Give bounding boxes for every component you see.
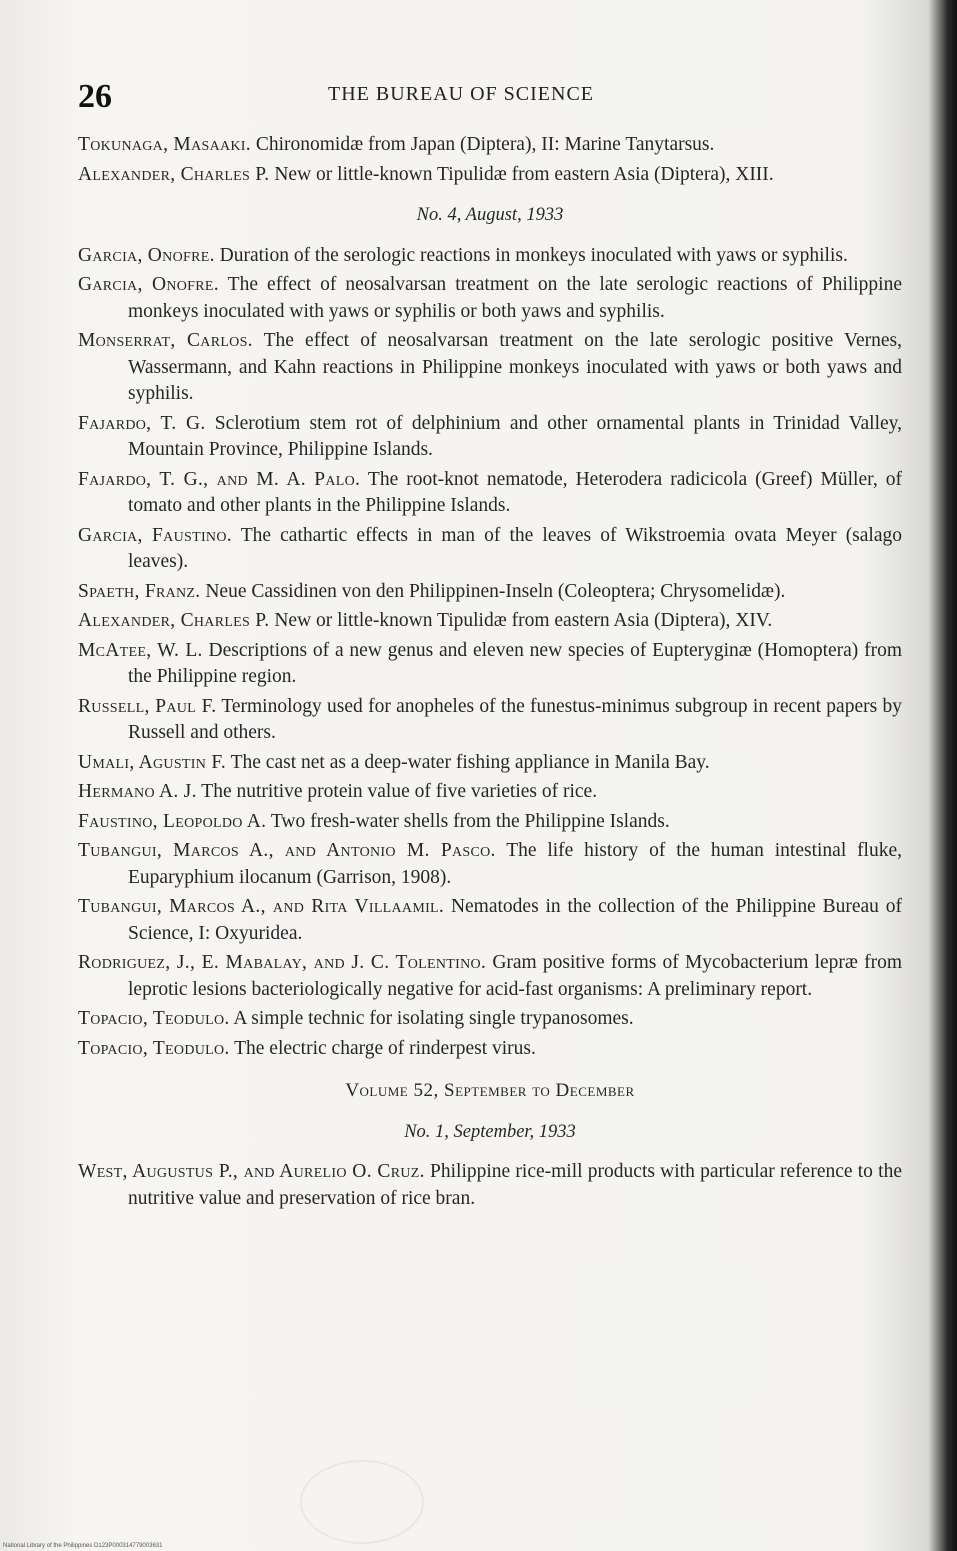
entry-title: Philippine rice-mill products with particular reference to the nutritive value and preservation of rice bran. (128, 1161, 902, 1209)
entry-author: Fajardo, T. G., and M. A. Palo. (78, 468, 361, 490)
issue-heading: No. 4, August, 1933 (416, 205, 564, 225)
entry-title: A simple technic for isolating single trypanosomes. (233, 1008, 634, 1029)
bibliography-entry (78, 328, 902, 408)
issue-heading: No. 1, September, 1933 (404, 1121, 576, 1142)
bibliography-entry (78, 638, 902, 691)
bibliography-entry (78, 1006, 902, 1033)
bibliography-entry (78, 1159, 902, 1212)
bibliography-entry (78, 162, 902, 189)
entry-title: The effect of neosalvarsan treatment on the late serologic reactions of Philippine monkeys inoculated with yaws or syphilis or both yaws and syphilis. (128, 274, 902, 322)
entry-author: Tubangui, Marcos A., and Antonio M. Pasco. (78, 840, 496, 861)
entry-author: Topacio, Teodulo. (78, 1008, 230, 1029)
entry-author: Umali, Agustin F. (78, 751, 227, 773)
bibliography-entry (78, 838, 902, 891)
paper-smudge (300, 1460, 424, 1544)
bibliography-entry (78, 132, 902, 159)
entry-title: Gram positive forms of Mycobacterium lepræ from leprotic lesions bacteriologically negative for acid-fast organisms: A preliminary report. (128, 952, 903, 1000)
bibliography-entry (78, 272, 902, 325)
running-head: THE BUREAU OF SCIENCE (328, 83, 595, 105)
bibliography-entry (78, 750, 902, 777)
entry-author: McAtee, W. L. (78, 639, 203, 661)
page-number: 26 (78, 78, 112, 115)
entry-title: Nematodes in the collection of the Philippine Bureau of Science, I: Oxyuridea. (128, 896, 903, 944)
entry-title: New or little-known Tipulidæ from eastern Asia (Diptera), XIII. (274, 163, 774, 185)
entry-author: Tubangui, Marcos A., and Rita Villaamil. (78, 896, 445, 917)
entry-author: Russell, Paul F. (78, 695, 217, 717)
bibliography-entry (78, 579, 902, 606)
entry-title: Chironomidæ from Japan (Diptera), II: Marine Tanytarsus. (255, 134, 715, 155)
entry-title: Terminology used for anopheles of the funestus-minimus subgroup in recent papers by Russell and others. (128, 695, 902, 743)
entry-author: Faustino, Leopoldo A. (78, 810, 267, 832)
entry-author: Garcia, Onofre. (78, 274, 219, 295)
entry-title: Neue Cassidinen von den Philippinen-Inseln (Coleoptera; Chrysomelidæ). (205, 580, 786, 602)
entry-title: New or little-known Tipulidæ from eastern Asia (Diptera), XIV. (274, 610, 773, 631)
entry-title: The electric charge of rinderpest virus. (234, 1037, 536, 1059)
entry-title: Sclerotium stem rot of delphinium and other ornamental plants in Trinidad Valley, Mountain Province, Philippine Islands. (128, 412, 903, 460)
entry-author: Garcia, Onofre. (78, 244, 215, 266)
bibliography-entry (78, 467, 902, 520)
entry-author: Topacio, Teodulo. (78, 1037, 230, 1059)
entry-author: West, Augustus P., and Aurelio O. Cruz. (78, 1161, 425, 1182)
bibliography-entry (78, 608, 902, 635)
entry-author: Rodriguez, J., E. Mabalay, and J. C. Tolentino. (78, 952, 487, 973)
entry-title: Descriptions of a new genus and eleven new species of Eupteryginæ (Homoptera) from the Philippine region. (128, 639, 902, 687)
bibliography-list (78, 132, 902, 1215)
entry-title: The life history of the human intestinal fluke, Euparyphium ilocanum (Garrison, 1908). (128, 840, 903, 888)
bibliography-entry (78, 1036, 902, 1063)
volume-heading: Volume 52, September to December (345, 1080, 635, 1101)
entry-author: Fajardo, T. G. (78, 412, 206, 434)
entry-author: Alexander, Charles P. (78, 610, 270, 631)
entry-title: Two fresh-water shells from the Philippine Islands. (270, 810, 670, 832)
bibliography-entry (78, 809, 902, 836)
entry-title: The effect of neosalvarsan treatment on the late serologic positive Vernes, Wassermann, and Kahn reactions in Philippine monkeys inoculated with yaws or both yaws and syphilis. (128, 330, 902, 404)
entry-title: The root-knot nematode, Heterodera radicicola (Greef) Müller, of tomato and other plants in the Philippine Islands. (128, 468, 902, 516)
entry-title: The cast net as a deep-water fishing appliance in Manila Bay. (230, 751, 710, 773)
bibliography-entry (78, 523, 902, 576)
entry-author: Alexander, Charles P. (78, 163, 270, 185)
bibliography-entry (78, 894, 902, 947)
bibliography-entry (78, 411, 902, 464)
entry-author: Tokunaga, Masaaki. (78, 134, 251, 155)
entry-author: Garcia, Faustino. (78, 524, 232, 546)
entry-author: Monserrat, Carlos. (78, 330, 253, 351)
entry-author: Spaeth, Franz. (78, 580, 201, 602)
bibliography-entry (78, 950, 902, 1003)
entry-author: Hermano A. J. (78, 781, 197, 802)
scan-footer: National Library of the Philippines D123P000314779003631 (3, 1543, 163, 1549)
entry-title: The cathartic effects in man of the leaves of Wikstroemia ovata Meyer (salago leaves). (128, 524, 903, 572)
page-header (78, 78, 908, 122)
bibliography-entry (78, 694, 902, 747)
entry-title: Duration of the serologic reactions in monkeys inoculated with yaws or syphilis. (219, 244, 848, 266)
bibliography-entry (78, 779, 902, 806)
entry-title: The nutritive protein value of five varieties of rice. (201, 781, 598, 802)
bibliography-entry (78, 243, 902, 270)
